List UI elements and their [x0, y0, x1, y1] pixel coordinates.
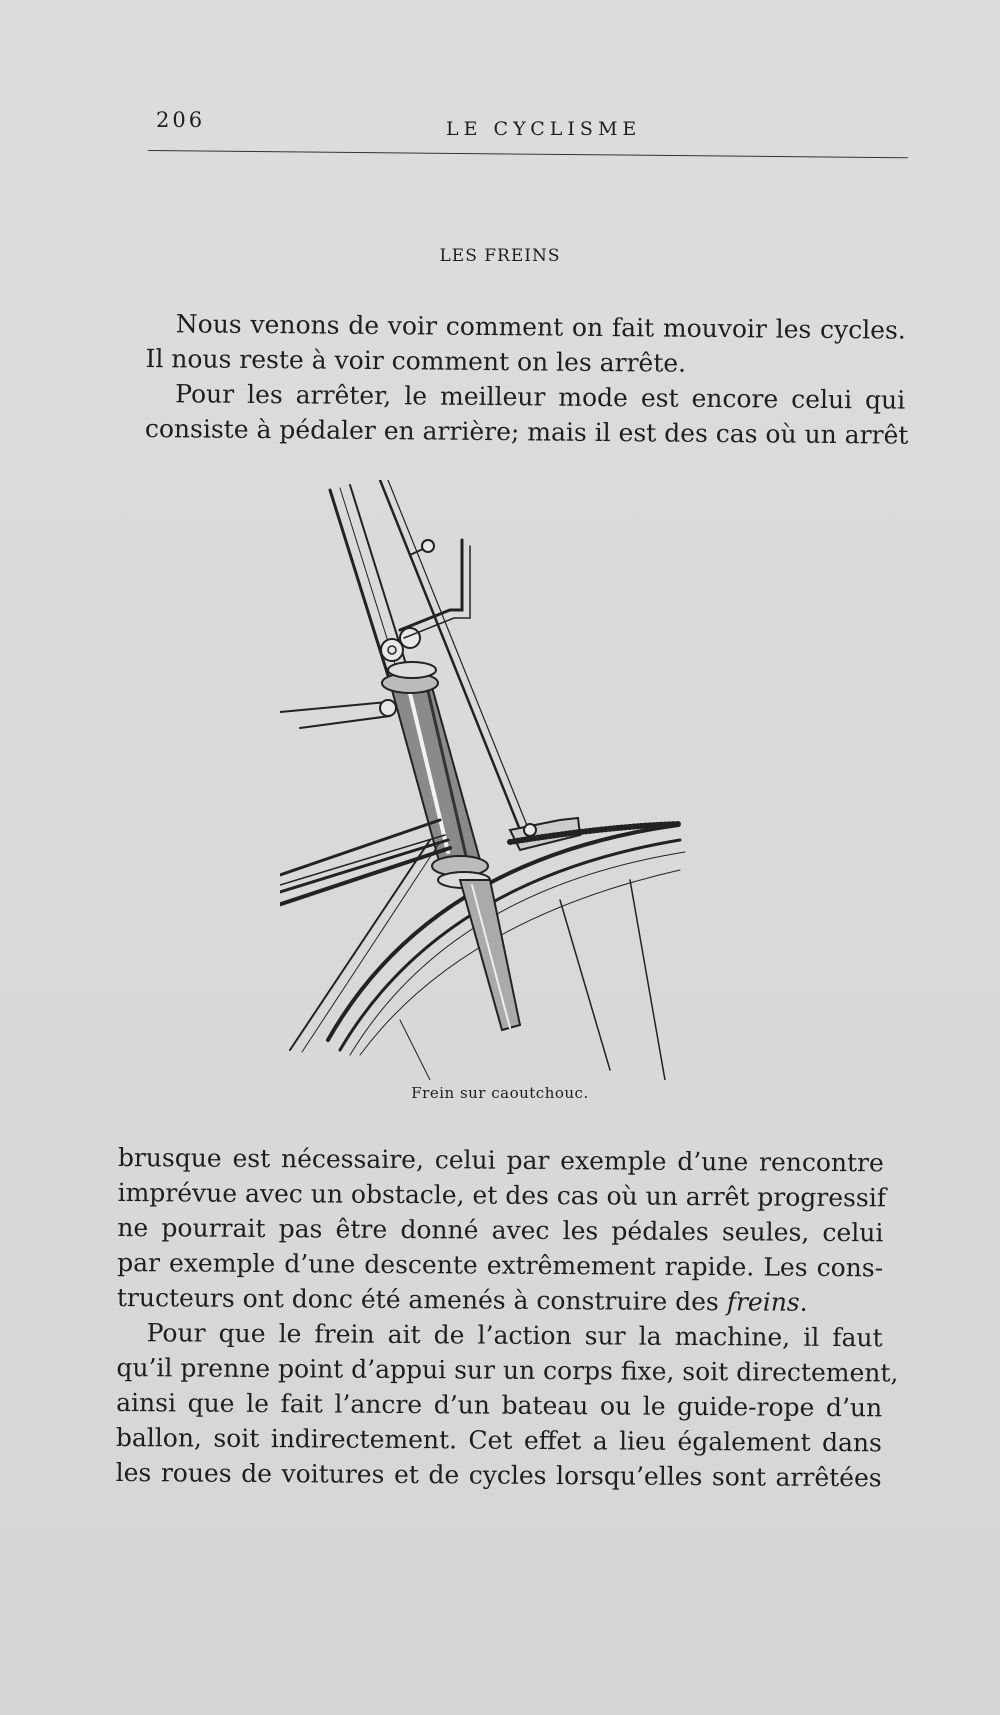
- paragraph-3: [116, 1140, 887, 1320]
- paragraph-1: [145, 306, 906, 383]
- text-line: consiste à pédaler en arrière; mais il est des cas où un arrêt: [144, 413, 909, 450]
- text-line: [117, 1280, 883, 1320]
- text-line: les roues de voitures et de cycles lorsqu’elles sont arrêtées: [115, 1457, 882, 1493]
- paragraph-2: [144, 376, 909, 453]
- text-fragment: .: [799, 1287, 808, 1317]
- text-line: imprévue avec un obstacle, et des cas où un arrêt progressif: [117, 1177, 887, 1213]
- running-title: LE CYCLISME: [446, 118, 642, 140]
- text-line: par exemple d’une descente extrêmement rapide. Les cons-: [117, 1247, 884, 1283]
- text-line: ne pourrait pas être donné avec les pédales seules, celui: [117, 1212, 884, 1248]
- text-line: ainsi que le fait l’ancre d’un bateau ou le guide-rope d’un: [116, 1387, 883, 1423]
- page-number: 206: [156, 108, 206, 132]
- header-rule: [148, 150, 908, 158]
- text-line: ballon, soit indirectement. Cet effet a lieu également dans: [115, 1422, 883, 1458]
- text-line: Pour les arrêter, le meilleur mode est encore celui qui: [175, 379, 906, 415]
- text-line: qu’il prenne point d’appui sur un corps fixe, soit directement,: [116, 1352, 899, 1388]
- text-fragment: tructeurs ont donc été amenés à construire des: [116, 1282, 727, 1317]
- text-line: brusque est nécessaire, celui par exemple d’une rencontre: [117, 1142, 884, 1178]
- figure-caption: Frein sur caoutchouc.: [411, 1084, 589, 1102]
- text-line: Il nous reste à voir comment on les arrête.: [145, 343, 687, 378]
- italic-term: freins: [726, 1287, 800, 1317]
- running-head: [148, 108, 908, 148]
- section-heading: LES FREINS: [439, 246, 561, 266]
- text-block-bottom: [115, 1140, 899, 1495]
- text-block-top: [144, 306, 909, 453]
- text-line: Pour que le frein ait de l’action sur la machine, il faut: [146, 1318, 883, 1353]
- text-line: Nous venons de voir comment on fait mouvoir les cycles.: [175, 309, 906, 345]
- paragraph-4: [115, 1315, 899, 1495]
- brake-illustration: [280, 480, 740, 1080]
